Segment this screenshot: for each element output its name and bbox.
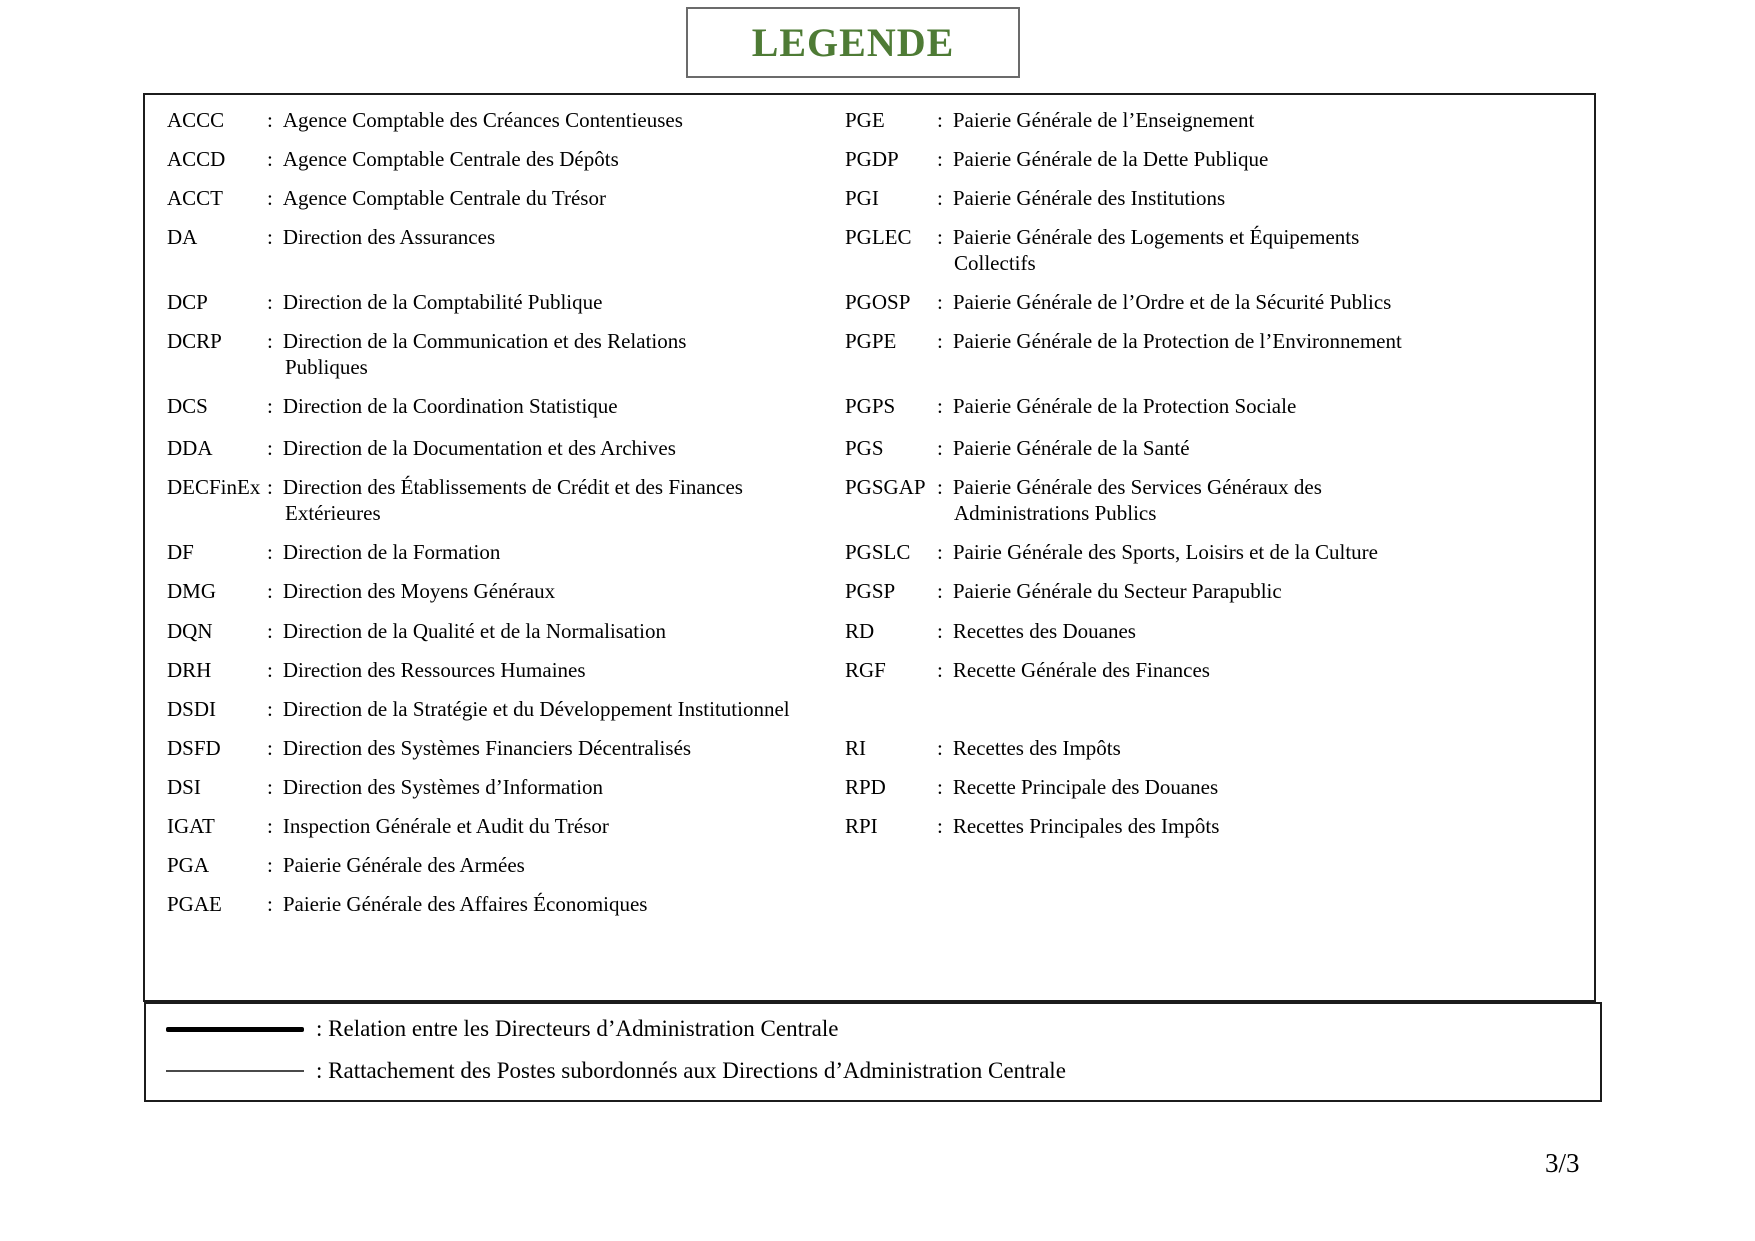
table-row	[167, 578, 1594, 604]
description-line2: Administrations Publics	[954, 501, 1157, 525]
table-row	[167, 474, 1594, 526]
left-cell	[167, 107, 845, 133]
separator: :	[267, 436, 273, 460]
right-cell	[845, 618, 1594, 644]
description: Paierie Générale des Armées	[282, 853, 525, 877]
left-cell	[167, 474, 845, 526]
description: Paierie Générale de l’Enseignement	[952, 108, 1255, 132]
abbreviation: DF	[167, 540, 194, 564]
right-cell	[845, 435, 1594, 461]
description: Recettes des Douanes	[952, 619, 1136, 643]
separator: :	[267, 225, 273, 249]
abbreviation: RPD	[845, 775, 886, 799]
description: Recette Générale des Finances	[952, 658, 1210, 682]
table-row	[167, 891, 1594, 917]
description: Direction de la Documentation et des Archives	[282, 436, 676, 460]
abbreviation: PGI	[845, 186, 879, 210]
left-cell	[167, 813, 845, 839]
right-cell	[845, 289, 1594, 315]
description-line2: Collectifs	[954, 251, 1036, 275]
abbreviation: DSFD	[167, 736, 221, 760]
abbreviation: DSDI	[167, 697, 217, 721]
separator: :	[267, 290, 273, 314]
abbreviation: PGSP	[845, 579, 896, 603]
abbreviation: DRH	[167, 658, 212, 682]
separator: :	[937, 394, 943, 418]
description: Paierie Générale des Institutions	[952, 186, 1226, 210]
right-cell	[845, 578, 1594, 604]
description: Paierie Générale de la Santé	[952, 436, 1190, 460]
abbreviation: PGSGAP	[845, 475, 926, 499]
table-row	[167, 657, 1594, 683]
abbreviation: PGPE	[845, 329, 897, 353]
separator: :	[937, 147, 943, 171]
separator: :	[267, 186, 273, 210]
table-row	[167, 774, 1594, 800]
left-cell	[167, 224, 845, 276]
abbreviation: DQN	[167, 619, 213, 643]
description: Direction des Moyens Généraux	[282, 579, 556, 603]
right-cell	[845, 657, 1594, 683]
table-row	[167, 328, 1594, 380]
description: Direction de la Stratégie et du Développement Institutionnel	[282, 697, 790, 721]
relation-label: : Relation entre les Directeurs d’Administration Centrale	[316, 1016, 839, 1041]
relation-row	[166, 1050, 1600, 1092]
separator: :	[267, 736, 273, 760]
right-cell	[845, 852, 1594, 878]
separator: :	[267, 853, 273, 877]
description: Paierie Générale de la Protection Sociale	[952, 394, 1297, 418]
separator: :	[267, 775, 273, 799]
separator: :	[937, 736, 943, 760]
abbreviation: PGOSP	[845, 290, 911, 314]
description: Recettes des Impôts	[952, 736, 1121, 760]
description: Recettes Principales des Impôts	[952, 814, 1220, 838]
separator: :	[267, 329, 273, 353]
description: Direction des Ressources Humaines	[282, 658, 586, 682]
abbreviation: PGPS	[845, 394, 896, 418]
right-cell	[845, 393, 1594, 419]
right-cell	[845, 146, 1594, 172]
separator: :	[937, 225, 943, 249]
description: Direction de la Formation	[282, 540, 501, 564]
description: Direction de la Communication et des Relations	[282, 329, 687, 353]
separator: :	[267, 579, 273, 603]
separator: :	[267, 108, 273, 132]
separator: :	[937, 658, 943, 682]
right-cell	[845, 107, 1594, 133]
left-cell	[167, 578, 845, 604]
description: Paierie Générale des Logements et Équipements	[952, 225, 1360, 249]
left-cell	[167, 891, 845, 917]
legend-table	[143, 93, 1596, 1002]
description: Direction des Établissements de Crédit et des Finances	[282, 475, 743, 499]
abbreviation: DCP	[167, 290, 208, 314]
abbreviation: DSI	[167, 775, 201, 799]
description: Inspection Générale et Audit du Trésor	[282, 814, 609, 838]
table-row	[167, 735, 1594, 761]
abbreviation: IGAT	[167, 814, 215, 838]
abbreviation: DDA	[167, 436, 213, 460]
abbreviation: DCRP	[167, 329, 222, 353]
description-line2: Publiques	[285, 355, 368, 379]
separator: :	[267, 394, 273, 418]
description: Pairie Générale des Sports, Loisirs et de la Culture	[952, 540, 1378, 564]
right-cell	[845, 539, 1594, 565]
separator: :	[267, 892, 273, 916]
left-cell	[167, 289, 845, 315]
table-row	[167, 289, 1594, 315]
left-cell	[167, 657, 845, 683]
separator: :	[267, 658, 273, 682]
right-cell	[845, 185, 1594, 211]
abbreviation: RGF	[845, 658, 886, 682]
separator: :	[937, 108, 943, 132]
separator: :	[937, 290, 943, 314]
abbreviation: PGA	[167, 853, 210, 877]
description: Paierie Générale de l’Ordre et de la Sécurité Publics	[952, 290, 1392, 314]
separator: :	[267, 814, 273, 838]
right-cell	[845, 224, 1594, 276]
abbreviation: RPI	[845, 814, 878, 838]
left-cell	[167, 146, 845, 172]
table-row	[167, 107, 1594, 133]
thick-line-sample	[166, 1027, 304, 1032]
description: Direction des Assurances	[282, 225, 496, 249]
abbreviation: RI	[845, 736, 866, 760]
left-cell	[167, 735, 845, 761]
left-cell	[167, 852, 845, 878]
thin-line-sample	[166, 1070, 304, 1072]
separator: :	[267, 147, 273, 171]
relation-label: : Rattachement des Postes subordonnés aux Directions d’Administration Centrale	[316, 1058, 1066, 1083]
description: Direction des Systèmes d’Information	[282, 775, 604, 799]
right-cell	[845, 891, 1594, 917]
table-row	[167, 813, 1594, 839]
separator: :	[267, 475, 273, 499]
separator: :	[937, 475, 943, 499]
abbreviation: PGS	[845, 436, 884, 460]
right-cell	[845, 774, 1594, 800]
table-row	[167, 435, 1594, 461]
right-cell	[845, 696, 1594, 722]
description: Paierie Générale de la Dette Publique	[952, 147, 1269, 171]
abbreviation: ACCD	[167, 147, 226, 171]
description-line2: Extérieures	[285, 501, 381, 525]
left-cell	[167, 774, 845, 800]
table-row	[167, 852, 1594, 878]
table-row	[167, 146, 1594, 172]
description: Recette Principale des Douanes	[952, 775, 1219, 799]
right-cell	[845, 474, 1594, 526]
left-cell	[167, 393, 845, 419]
separator: :	[937, 436, 943, 460]
description: Direction de la Qualité et de la Normalisation	[282, 619, 666, 643]
table-row	[167, 224, 1594, 276]
separator: :	[267, 540, 273, 564]
separator: :	[937, 329, 943, 353]
separator: :	[937, 814, 943, 838]
separator: :	[937, 186, 943, 210]
table-row	[167, 696, 1594, 722]
page-title: LEGENDE	[751, 20, 955, 65]
table-row	[167, 539, 1594, 565]
description: Paierie Générale du Secteur Parapublic	[952, 579, 1282, 603]
abbreviation: PGDP	[845, 147, 899, 171]
abbreviation: DECFinEx	[167, 475, 261, 499]
abbreviation: PGAE	[167, 892, 222, 916]
left-cell	[167, 539, 845, 565]
separator: :	[937, 619, 943, 643]
separator: :	[937, 579, 943, 603]
description: Direction des Systèmes Financiers Décentralisés	[282, 736, 692, 760]
abbreviation: DCS	[167, 394, 208, 418]
abbreviation: PGLEC	[845, 225, 912, 249]
separator: :	[267, 697, 273, 721]
description: Agence Comptable Centrale du Trésor	[282, 186, 606, 210]
separator: :	[937, 540, 943, 564]
separator: :	[937, 775, 943, 799]
table-row	[167, 618, 1594, 644]
left-cell	[167, 618, 845, 644]
abbreviation: PGSLC	[845, 540, 911, 564]
relation-row	[166, 1008, 1600, 1050]
left-cell	[167, 328, 845, 380]
abbreviation: DMG	[167, 579, 217, 603]
description: Paierie Générale de la Protection de l’Environnement	[952, 329, 1402, 353]
abbreviation: RD	[845, 619, 875, 643]
abbreviation: DA	[167, 225, 198, 249]
description: Direction de la Coordination Statistique	[282, 394, 618, 418]
right-cell	[845, 735, 1594, 761]
abbreviation: ACCC	[167, 108, 225, 132]
description: Agence Comptable des Créances Contentieuses	[282, 108, 683, 132]
title-box	[686, 7, 1020, 78]
description: Paierie Générale des Affaires Économiques	[282, 892, 648, 916]
left-cell	[167, 696, 845, 722]
description: Paierie Générale des Services Généraux des	[952, 475, 1322, 499]
right-cell	[845, 813, 1594, 839]
separator: :	[267, 619, 273, 643]
description: Direction de la Comptabilité Publique	[282, 290, 603, 314]
left-cell	[167, 435, 845, 461]
table-row	[167, 185, 1594, 211]
abbreviation: PGE	[845, 108, 885, 132]
left-cell	[167, 185, 845, 211]
relations-box	[144, 1002, 1602, 1102]
page-number: 3/3	[1545, 1148, 1580, 1178]
abbreviation: ACCT	[167, 186, 224, 210]
description: Agence Comptable Centrale des Dépôts	[282, 147, 619, 171]
table-row	[167, 393, 1594, 419]
right-cell	[845, 328, 1594, 380]
